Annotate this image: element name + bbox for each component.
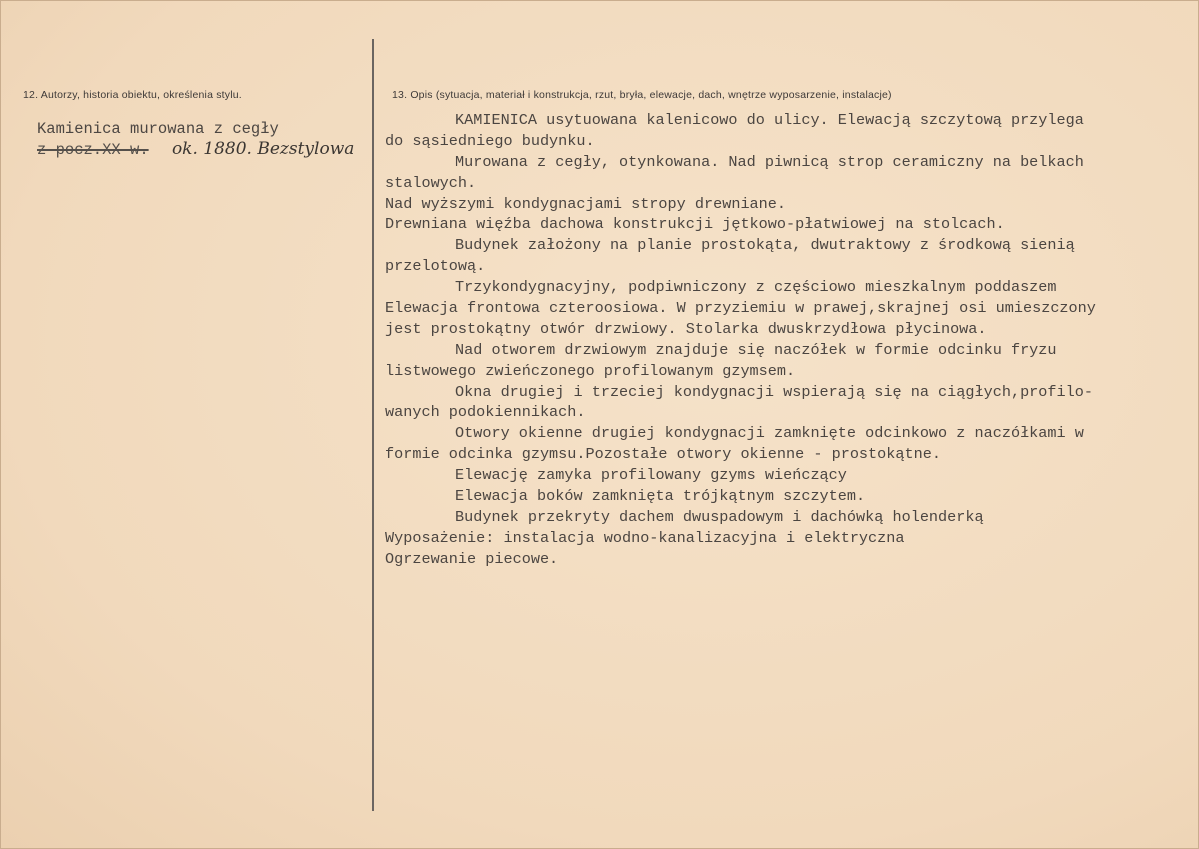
description-line: wanych podokiennikach. [385, 403, 586, 422]
description-line: Nad wyższymi kondygnacjami stropy drewniane. [385, 194, 787, 213]
authors-entry [37, 119, 354, 160]
heading-description: 13. Opis (sytuacja, materiał i konstrukcja, rzut, bryła, elewacje, dach, wnętrze wyposarzenie, instalacje) [392, 89, 892, 101]
handwritten-dating-note: ok. 1880. Bezstylowa [171, 139, 355, 159]
description-line: formie odcinka gzymsu.Pozostałe otwory okienne - prostokątne. [385, 445, 941, 464]
description-line: przelotową. [385, 257, 486, 276]
description-line: do sąsiedniego budynku. [385, 131, 595, 150]
description-line: listwowego zwieńczonego profilowanym gzymsem. [385, 361, 796, 380]
building-type-text: Kamienica murowana z cegły [37, 120, 279, 138]
description-text [385, 110, 1175, 570]
description-line: KAMIENICA usytuowana kalenicowo do ulicy. Elewacją szczytową przylega [455, 111, 1084, 129]
description-line: Wyposażenie: instalacja wodno-kanalizacyjna i elektryczna [385, 528, 905, 547]
description-line: Nad otworem drzwiowym znajduje się naczółek w formie odcinku fryzu [455, 340, 1057, 359]
description-line: Murowana z cegły, otynkowana. Nad piwnicą strop ceramiczny na belkach [455, 152, 1084, 171]
description-line: Drewniana więźba dachowa konstrukcji jętkowo-płatwiowej na stolcach. [385, 215, 1005, 234]
description-line: Elewacja boków zamknięta trójkątnym szczytem. [455, 487, 866, 506]
description-line: Otwory okienne drugiej kondygnacji zamknięte odcinkowo z naczółkami w [455, 424, 1084, 443]
description-line: stalowych. [385, 173, 477, 192]
description-line: Trzykondygnacyjny, podpiwniczony z częściowo mieszkalnym poddaszem [455, 278, 1057, 297]
description-line: Budynek założony na planie prostokąta, dwutraktowy z środkową sienią [455, 236, 1075, 255]
column-divider [372, 39, 374, 811]
description-line: Budynek przekryty dachem dwuspadowym i dachówką holenderką [455, 507, 984, 526]
description-line: Elewację zamyka profilowany gzyms wieńczący [455, 466, 847, 485]
description-line: Elewacja frontowa czteroosiowa. W przyziemiu w prawej,skrajnej osi umieszczony [385, 299, 1096, 318]
heading-authors-history: 12. Autorzy, historia obiektu, określenia stylu. [23, 89, 242, 101]
description-line: Okna drugiej i trzeciej kondygnacji wspierają się na ciągłych,profilo- [455, 382, 1093, 401]
description-line: jest prostokątny otwór drzwiowy. Stolarka dwuskrzydłowa płycinowa. [385, 319, 987, 338]
dating-line [37, 139, 354, 160]
struck-dating-text: z pocz.XX w. [37, 141, 149, 159]
description-line: Ogrzewanie piecowe. [385, 549, 559, 568]
